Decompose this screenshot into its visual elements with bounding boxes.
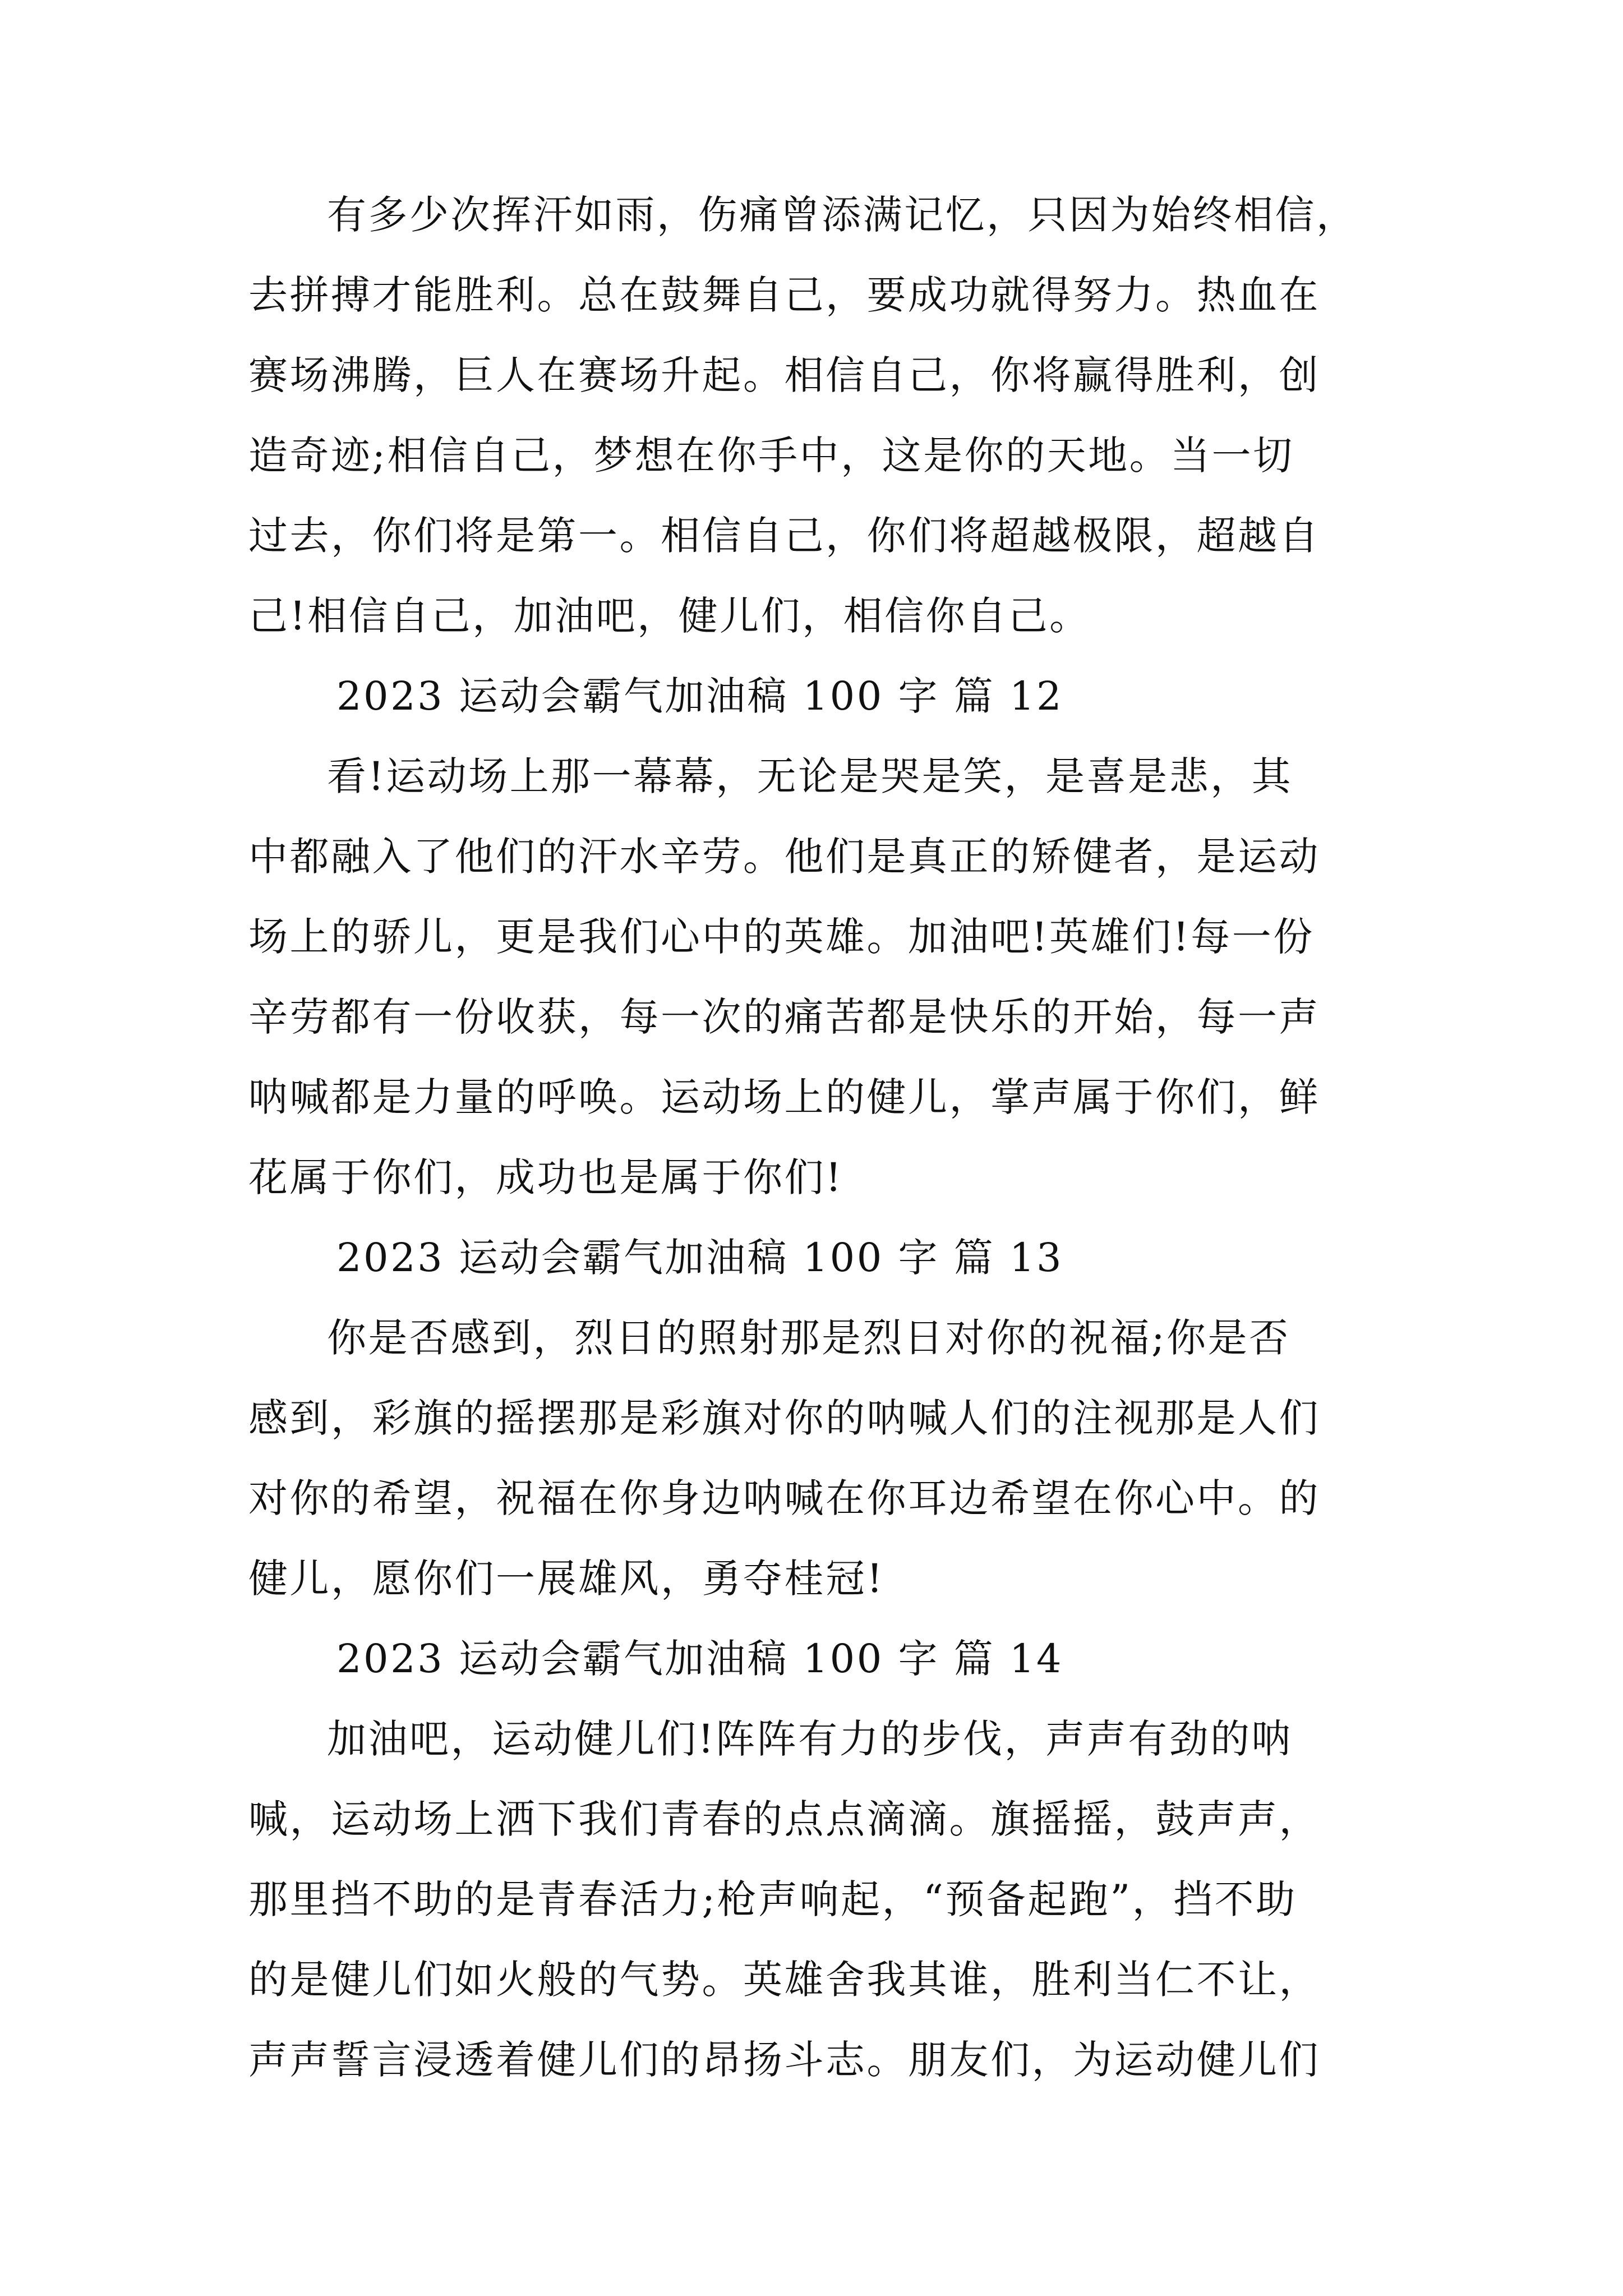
document-body: [248, 175, 1387, 2100]
paragraph-line: 己!相信自己，加油吧，健儿们，相信你自己。: [248, 593, 1091, 639]
section-heading: 2023 运动会霸气加油稿 100 字 篇 14: [336, 1636, 1064, 1682]
paragraph-line: 花属于你们，成功也是属于你们!: [248, 1154, 843, 1200]
paragraph-line: 对你的希望，祝福在你身边呐喊在你耳边希望在你心中。的: [248, 1475, 1320, 1521]
paragraph-line: 感到，彩旗的摇摆那是彩旗对你的呐喊人们的注视那是人们: [248, 1395, 1320, 1441]
paragraph-line: 声声誓言浸透着健儿们的昂扬斗志。朋友们，为运动健儿们: [248, 2037, 1320, 2083]
paragraph-line: 健儿，愿你们一展雄风，勇夺桂冠!: [248, 1556, 885, 1602]
paragraph-line: 加油吧，运动健儿们!阵阵有力的步伐，声声有劲的呐: [327, 1716, 1293, 1762]
paragraph-line: 的是健儿们如火般的气势。英雄舍我其谁，胜利当仁不让，: [248, 1957, 1320, 2003]
paragraph: [248, 737, 1387, 1218]
paragraph: [248, 175, 1387, 656]
paragraph: [248, 1298, 1387, 1619]
paragraph-line: 呐喊都是力量的呼唤。运动场上的健儿，掌声属于你们，鲜: [248, 1074, 1320, 1120]
paragraph-line: 喊，运动场上洒下我们青春的点点滴滴。旗摇摇，鼓声声，: [248, 1796, 1320, 1842]
paragraph-line: 你是否感到，烈日的照射那是烈日对你的祝福;你是否: [327, 1315, 1290, 1361]
paragraph-line: 辛劳都有一份收获，每一次的痛苦都是快乐的开始，每一声: [248, 994, 1320, 1040]
section-heading: 2023 运动会霸气加油稿 100 字 篇 12: [336, 673, 1064, 719]
paragraph-line: 看!运动场上那一幕幕，无论是哭是笑，是喜是悲，其: [327, 753, 1293, 799]
paragraph-line: 那里挡不助的是青春活力;枪声响起，“预备起跑”，挡不助: [248, 1876, 1297, 1922]
section-heading: 2023 运动会霸气加油稿 100 字 篇 13: [336, 1235, 1064, 1281]
paragraph-line: 有多少次挥汗如雨，伤痛曾添满记忆，只因为始终相信，: [327, 192, 1358, 238]
paragraph: [248, 1699, 1387, 2100]
paragraph-line: 中都融入了他们的汗水辛劳。他们是真正的矫健者，是运动: [248, 834, 1320, 880]
paragraph-line: 过去，你们将是第一。相信自己，你们将超越极限，超越自: [248, 513, 1320, 559]
paragraph-line: 去拼搏才能胜利。总在鼓舞自己，要成功就得努力。热血在: [248, 272, 1320, 318]
paragraph-line: 场上的骄儿，更是我们心中的英雄。加油吧!英雄们!每一份: [248, 914, 1315, 960]
paragraph-line: 造奇迹;相信自己，梦想在你手中，这是你的天地。当一切: [248, 432, 1294, 478]
paragraph-line: 赛场沸腾，巨人在赛场升起。相信自己，你将赢得胜利，创: [248, 352, 1320, 398]
